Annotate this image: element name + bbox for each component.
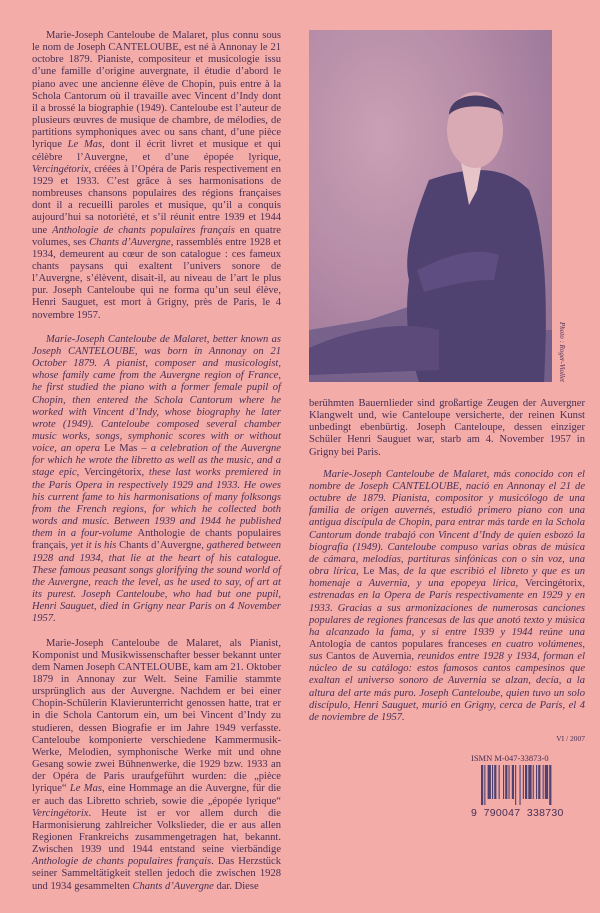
edition-date: VI / 2007 xyxy=(556,734,585,744)
italic-text-segment: Anthologie de chants populaires français xyxy=(32,856,212,868)
photo-credit: Photo : Roger-Viollet xyxy=(558,322,566,382)
barcode-bar xyxy=(499,765,500,799)
italic-text-segment: Vercingétorix xyxy=(32,163,89,175)
barcode-bar xyxy=(549,765,551,805)
italic-text-segment: Le Mas xyxy=(69,783,102,795)
barcode-block xyxy=(471,753,581,819)
barcode-bar xyxy=(515,765,516,805)
barcode-bar xyxy=(494,765,496,799)
italic-text-segment: , de la que escribió el libreto y que es un homenaje a Auvernia, y una epopeya lírica, xyxy=(309,566,585,590)
barcode-bar xyxy=(484,765,485,805)
barcode-bar xyxy=(525,765,527,799)
left-text-column xyxy=(32,30,281,913)
barcode-bar xyxy=(533,765,534,799)
text-segment: Antología de cantos populares franceses xyxy=(309,638,487,650)
text-segment: Le Mas xyxy=(104,443,138,455)
barcode-bar xyxy=(523,765,524,799)
text-segment: , dont il écrit livret et musique et qui célèbre l’Auvergne, et d’une épopée lyrique, xyxy=(32,139,281,163)
barcode-bar xyxy=(509,765,510,799)
text-segment: , eine Hommage an die Auvergne, für die er auch das Libretto schrieb, sowie die „épopée lyrique“ xyxy=(32,783,281,807)
text-segment: Cantos de Auvernia xyxy=(326,651,412,663)
barcode-digits: 9 790047 338730 xyxy=(471,807,564,820)
barcode-bar xyxy=(503,765,504,799)
text-segment: , rassemblés entre 1928 et 1934, demeurent au cœur de son catalogue : ces fameux chants paysans qui exaltent l’univers sonore de l’Auvergne, s’élèvent, disait-il, au niveau de l’art le plus pur. Joseph Canteloube qui ne forma qu’un seul élève, Henri Sauguet, est mort à Grigny, près de Paris, le 4 novembre 1957. xyxy=(32,236,281,321)
italic-text-segment: Marie-Joseph Canteloube de Malaret, más conocido con el nombre de Joseph CANTELOUBE, nació en Annonay el 21 de octubre de 1879. Pianista, compositor y musicólogo de una familia de origen auvernés, estudió primero piano con una antigua discípula de Chopin, para entrar más tarde en la Schola Cantorum donde trabajó con Vincent d’Indy de quien esbozó la biografía (1949). Canteloube compuso varias obras de música de cámara, melodías, partituras sinfónicas con o sin voz, una obra lírica, xyxy=(309,468,585,578)
barcode-bar xyxy=(543,765,544,799)
italic-text-segment: , estrenadas en la Opera de París respectivamente en 1929 y en 1933. Gracias a sus armonizaciones de numerosas canciones populares de regiones francesas de las que anotó texto y música ha alcanzado la fama, y si entre 1939 y 1944 reúne una xyxy=(309,578,585,638)
biography-english xyxy=(32,334,281,626)
text-segment: en quatre volumes, ses xyxy=(32,224,281,248)
italic-text-segment: Le Mas xyxy=(67,139,103,151)
biography-spanish xyxy=(309,469,585,724)
barcode-bar xyxy=(512,765,514,799)
composer-portrait-photo xyxy=(309,30,552,382)
text-segment: , créées à l’Opéra de Paris respectivement en 1929 et 1933. C’est grâce à ses harmonisations de nombreuses chansons populaires des régions françaises dont il a recueilli paroles et musique, qu’il a conquis aujourd’hui sa notoriété, et s’il réunit entre 1939 et 1944 une xyxy=(32,163,281,236)
barcode xyxy=(471,765,575,805)
text-segment: Vercingétorix xyxy=(524,578,583,590)
barcode-bar xyxy=(492,765,493,799)
text-segment: . Das Herzstück seiner Sammeltätigkeit stellen jedoch die zwischen 1928 und 1934 gesammelten xyxy=(32,856,281,892)
photo-area xyxy=(309,30,585,382)
barcode-bar xyxy=(528,765,531,799)
italic-text-segment: – a celebration of the Auvergne for which he wrote the libretto as well as the music, and a stage epic, xyxy=(32,443,281,479)
italic-text-segment: Chants d’Auvergne xyxy=(89,236,171,248)
text-segment: dar. Diese xyxy=(213,880,259,892)
biography-german-continued xyxy=(309,398,585,459)
italic-text-segment: Marie-Joseph Canteloube de Malaret, better known as Joseph CANTELOUBE, was born in Annonay on 21 October 1879. A pianist, composer and musicologist, whose family came from the Auvergne region of France, he first studied the piano with a former female pupil of Chopin, then entered the Schola Cantorum where he worked with Vincent d’Indy, whose biography he later wrote (1949). Canteloube composed several chamber music works, songs, symphonic scores with or without voice, an opera xyxy=(32,333,281,455)
italic-text-segment: Vercingétorix xyxy=(32,807,89,819)
text-segment: Vercingétorix xyxy=(84,467,142,479)
italic-text-segment: , these last works premiered in the Paris Opera in respectively 1929 and 1933. He owes his current fame to his harmonisations of many folksongs from the French regions, for which he collected both words and music. Between 1939 and 1944 he published them in a four-volume xyxy=(32,467,281,540)
italic-text-segment: Chants d’Auvergne xyxy=(132,880,214,892)
barcode-bar xyxy=(505,765,507,799)
italic-text-segment: , gathered between 1928 and 1934, that lie at the heart of his catalogue. These famous peasant songs glorifying the sound world of the Auvergne, reach the level, as he used to say, of art at its purest. Joseph Canteloube, who had but one pupil, Henri Sauguet, died in Grigny near Paris on 4 November 1957. xyxy=(32,540,281,625)
text-segment: Marie-Joseph Canteloube de Malaret, plus connu sous le nom de Joseph CANTELOUBE, est né à Annonay le 21 octobre 1879. Pianiste, compositeur et musicologie issu d’une famille d’origine auvergnate, il étudie d’abord le piano avec une ancienne élève de Chopin, puis entre à la Schola Cantorum où il travaille avec Vincent d’Indy dont il a brossé la biographie (1949). Canteloube est l’auteur de plusieurs œuvres de musique de chambre, de mélodies, de partitions symphoniques avec ou sans chant, d’une pièce lyrique xyxy=(32,30,281,151)
biography-german xyxy=(32,638,281,893)
text-segment: Le Mas xyxy=(363,566,397,578)
ismn-number: ISMN M-047-33873-0 xyxy=(471,753,549,764)
italic-text-segment: , reunidos entre 1928 y 1934, forman el núcleo de su catálogo: estos famosos cantos campesinos que exaltan el universo sonoro de Auvernia se alzan, decía, a la altura del arte más puro. Joseph Canteloube, quien tuvo un solo discípulo, Henri Sauguet, murió en Grigny, cerca de París, el 4 de noviembre de 1957. xyxy=(309,651,586,723)
text-segment: Marie-Joseph Canteloube de Malaret, als Pianist, Komponist und Musikwissenschafter besser bekannt unter dem Namen Joseph CANTELOUBE, kam am 21. Oktober 1879 in Annonay zur Welt. Seine Familie stammte ursprünglich aus der Auvergne. Nachdem er bei einer Chopin-Schülerin Klavierunterricht genossen hatte, trat er in die Schola Cantorum ein, um bei Vincent d’Indy zu studieren, dessen Biografie er im Jahre 1949 verfasste. Canteloube komponierte verschiedene Kammermusik-Werke, Melodien, symphonische Werke mit und ohne Gesang sowie zwei Bühnenwerke, die 1929 bzw. 1933 an der Opéra de Paris uraufgeführt wurden: die „pièce lyrique“ xyxy=(32,637,281,795)
right-column xyxy=(309,30,585,839)
barcode-bar xyxy=(538,765,540,799)
italic-text-segment: en cuatro volúmenes, sus xyxy=(309,638,585,663)
text-segment: Anthologie de chants populaires français xyxy=(32,528,281,552)
text-segment: Chants d’Auvergne xyxy=(119,540,202,552)
barcode-bar xyxy=(536,765,537,799)
text-segment: berühmten Bauernlieder sind großartige Zeugen der Auvergner Klangwelt und, wie Canteloupe versicherte, der reinen Kunst unbedingt ebenbürtig. Joseph Canteloupe, dessen einziger Schüler Henri Sauguet war, starb am 4. November 1957 in Grigny bei Paris. xyxy=(309,398,585,458)
italic-text-segment: Anthologie de chants populaires français xyxy=(52,224,235,236)
italic-text-segment: , yet it is his xyxy=(65,540,120,552)
biography-french xyxy=(32,30,281,322)
barcode-bar xyxy=(481,765,483,805)
text-segment: . Heute ist er vor allem durch die Harmonisierung zahlreicher Volkslieder, die er aus allen Regionen Frankreichs zusammengetragen hat, bekannt. Zwischen 1939 und 1944 entstand seine vierbändige xyxy=(32,807,281,856)
barcode-bar xyxy=(520,765,521,805)
barcode-bar xyxy=(488,765,491,799)
barcode-bar xyxy=(545,765,548,799)
